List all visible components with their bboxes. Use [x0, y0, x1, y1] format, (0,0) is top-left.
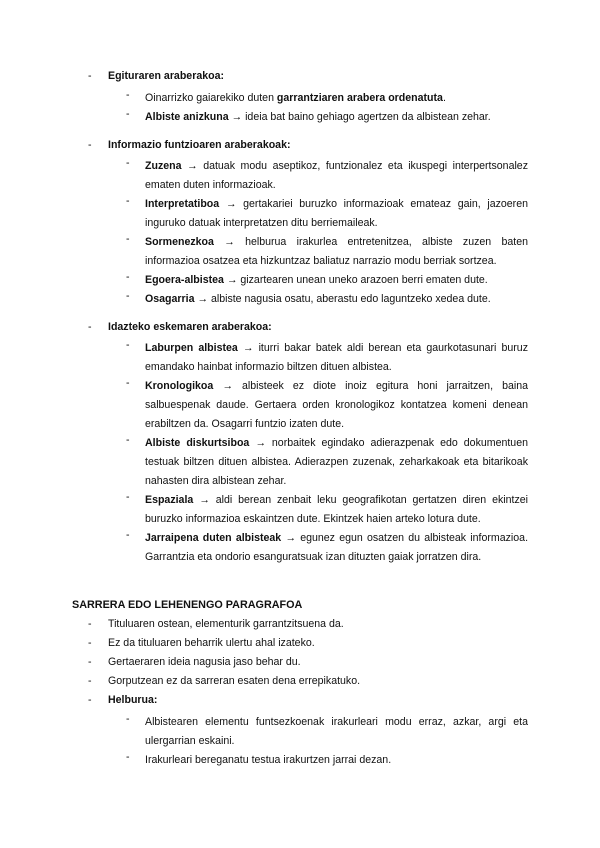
list-item: [88, 637, 528, 649]
item-term: Interpretatiboa: [145, 198, 220, 210]
item-text: → helburua irakurlea entretenitzea, albiste zuzen baten informazioa osatzea eta hizkuntzaz baliatuz narrazio modu berriak sortzea.: [145, 236, 528, 268]
item-term: Zuzena: [145, 160, 182, 172]
bullet: -: [126, 89, 130, 101]
list-item: [88, 656, 528, 668]
section-title: Informazio funtzioaren araberakoak:: [108, 139, 291, 151]
bullet: -: [126, 377, 130, 389]
list-item: [126, 108, 528, 127]
list-item: [126, 89, 528, 108]
list-item: [126, 271, 528, 290]
bullet: -: [88, 618, 92, 630]
item-term: Kronologikoa: [145, 380, 214, 392]
item-term: Laburpen albistea: [145, 342, 238, 354]
list-item: [126, 751, 528, 770]
item-text: Albistearen elementu funtsezkoenak irakurleari modu erraz, azkar, argi eta ulergarrian eskaini.: [145, 716, 528, 748]
item-text: → aldi berean zenbait leku geografikotan gertatzen diren ekintzei buruzko informazioa eskaintzen dute. Ekintzek haien arteko lotura dute.: [145, 494, 528, 526]
bullet: -: [88, 656, 92, 668]
item-text: → gertakariei buruzko informazioak emateaz gain, jazoeren inguruko datuak interpretatzen ditu berriemaileak.: [145, 198, 528, 230]
bullet: -: [88, 637, 92, 649]
bullet: -: [126, 434, 130, 446]
bullet: -: [126, 290, 130, 302]
bullet: -: [126, 751, 130, 763]
bullet: -: [88, 694, 92, 706]
bullet: -: [126, 491, 130, 503]
bullet: -: [88, 70, 92, 82]
section-title: Egituraren araberakoa:: [108, 70, 224, 82]
bullet: -: [126, 529, 130, 541]
bullet: -: [126, 339, 130, 351]
bullet: -: [126, 195, 130, 207]
bullet: -: [88, 675, 92, 687]
item-term: Osagarria: [145, 293, 195, 305]
bullet: -: [126, 233, 130, 245]
item-text: → norbaitek egindako adierazpenak edo dokumentuen testuak biltzen dituen albistea. Adierazpen zuzenak, zeharkakoak eta bitarikoak nahasten dira albistean zehar.: [145, 437, 528, 488]
bullet: -: [126, 157, 130, 169]
item-text: Tituluaren ostean, elementurik garrantzitsuena da.: [108, 618, 344, 630]
list-item: [88, 675, 528, 687]
list-item: [126, 377, 528, 435]
list-item: [126, 290, 528, 309]
bullet: -: [88, 139, 92, 151]
list-item: [126, 713, 528, 751]
bullet: -: [126, 713, 130, 725]
item-text: → albiste nagusia osatu, aberastu edo laguntzeko xedea dute.: [194, 293, 491, 305]
item-text: Helburua:: [108, 694, 158, 706]
item-text: Gorputzean ez da sarreran esaten dena errepikatuko.: [108, 675, 361, 687]
bullet: -: [126, 108, 130, 120]
item-text: → ideia bat baino gehiago agertzen da albistean zehar.: [228, 111, 491, 123]
item-text: Ez da tituluaren beharrik ulertu ahal izateko.: [108, 637, 315, 649]
item-term: Albiste anizkuna: [145, 111, 229, 123]
item-text: → gizartearen unean uneko arazoen berri ematen dute.: [223, 274, 488, 286]
item-term: Egoera-albistea: [145, 274, 224, 286]
list-item: [126, 434, 528, 492]
list-item: [126, 529, 528, 567]
item-text: Irakurleari bereganatu testua irakurtzen jarrai dezan.: [145, 754, 392, 766]
list-item: [126, 195, 528, 233]
item-text: → albisteek ez diote inoiz egitura honi jarraitzen, baina salbuespenak daude. Gertaera orden kronologikoz kontatzea komeni denean erabiltzen da. Osagarri funtzio izaten dute.: [145, 380, 528, 431]
item-text: Gertaeraren ideia nagusia jaso behar du.: [108, 656, 301, 668]
item-term: Espaziala: [145, 494, 194, 506]
item-term: Jarraipena duten albisteak: [145, 532, 282, 544]
bullet: -: [88, 321, 92, 333]
bullet: -: [126, 271, 130, 283]
list-item: [126, 233, 528, 271]
item-term: Albiste diskurtsiboa: [145, 437, 250, 449]
section-heading: SARRERA EDO LEHENENGO PARAGRAFOA: [72, 599, 303, 611]
list-item-helburua: [88, 694, 528, 706]
list-item: [126, 157, 528, 195]
item-text: → egunez egun osatzen du albisteak informazioa. Garrantzia eta ondorio esanguratsuak izan dituzten gaiak jorratzen dira.: [145, 532, 529, 564]
list-item: [88, 618, 528, 630]
list-item: [126, 339, 528, 377]
item-text: .: [442, 92, 446, 104]
item-text: → datuak modu aseptikoz, funtzionalez eta ikuspegi interpertsonalez ematen duten informazioak.: [145, 160, 528, 192]
item-term: garrantziaren arabera ordenatuta: [276, 92, 443, 104]
item-text: → iturri bakar batek aldi berean eta gaurkotasunari buruz emandako hainbat informazio biltzen dituen albistea.: [145, 342, 528, 374]
section-title: Idazteko eskemaren araberakoa:: [108, 321, 272, 333]
item-term: Sormenezkoa: [145, 236, 214, 248]
list-item: [126, 491, 528, 529]
item-text: Oinarrizko gaiarekiko duten: [145, 92, 277, 104]
